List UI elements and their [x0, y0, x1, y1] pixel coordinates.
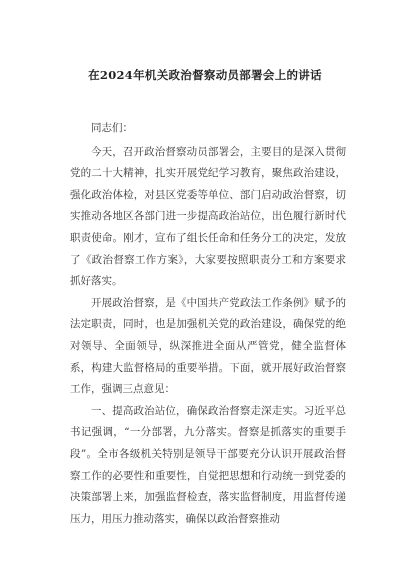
- salutation: 同志们：: [91, 122, 133, 134]
- document-title: 在2024年机关政治督察动员部署会上的讲话: [88, 68, 322, 82]
- document-body: [70, 118, 346, 530]
- paragraph-2: 开展政治督察，是《中国共产党政法工作条例》赋予的法定职责，同时，也是加强机关党的政治建设，确保党的绝对领导、全面领导，纵深推进全面从严管党，健全监督体系，构建大监督格局的重要举措。下面，就开展好政治督察工作，强调三点意见：: [70, 296, 346, 396]
- paragraph-3: 一、提高政治站位，确保政治督察走深走实。习近平总书记强调，“一分部署，九分落实。督察是抓落实的重要手段”。全市各级机关特别是领导干部要充分认识开展政治督察工作的必要性和重要性，自觉把思想和行动统一到党委的决策部署上来，加强监督检查，落实监督制度，用监督传递压力，用压力推动落实，确保以政治督察推动: [70, 404, 346, 525]
- paragraph-1: 今天，召开政治督察动员部署会，主要目的是深入贯彻党的二十大精神，扎实开展党纪学习教育，聚焦政治建设，强化政治体检，对县区党委等单位、部门启动政治督察，切实推动各地区各部门进一步提高政治站位，出色履行新时代职责使命。刚才，宣布了组长任命和任务分工的决定，发放了《政治督察工作方案》，大家要按照职责分工和方案要求抓好落实。: [70, 145, 346, 288]
